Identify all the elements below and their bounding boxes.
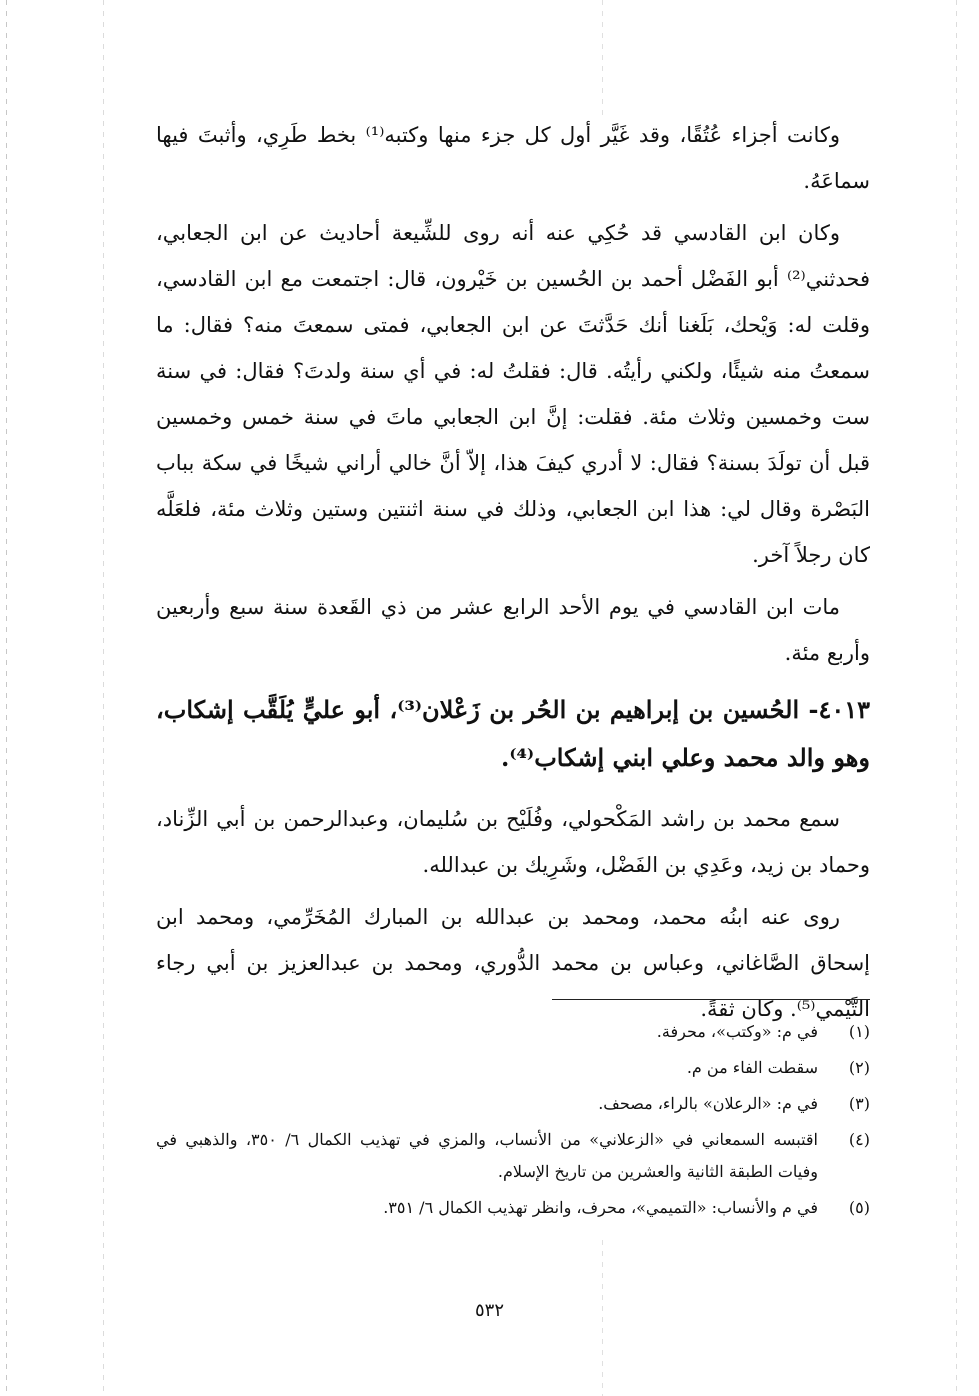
footnote-marker: (١) xyxy=(848,1022,870,1041)
main-text xyxy=(156,112,870,1038)
footnote-text: اقتبسه السمعاني في «الزعلاني» من الأنساب، والمزي في تهذيب الكمال ٦/ ٣٥٠، والذهبي في وفيات الطبقة الثانية والعشرين من تاريخ الإسلام. xyxy=(156,1130,818,1181)
footnote-marker: (٢) xyxy=(848,1058,870,1077)
entry-heading-text: - الحُسين بن إبراهيم بن الحُر بن زَعْلان⁽³⁾، أبو عليٍّ يُلَقَّب إشكاب، وهو والد محمد وعلي ابني إشكاب⁽⁴⁾. xyxy=(156,695,870,772)
footnote-marker: (٤) xyxy=(848,1130,870,1149)
body-paragraph: وكان ابن القادسي قد حُكِي عنه أنه روى للشِّيعة أحاديث عن ابن الجعابي، فحدثني⁽²⁾ أبو الفَضْل أحمد بن الحُسين بن خَيْرون، قال: اجتمعت مع ابن القادسي، وقلت له: وَيْحك، بَلَغنا أنك حَدَّثتَ عن ابن الجعابي، فمتى سمعتَ منه؟ فقال: ما سمعتُ منه شيئًا، ولكني رأيتُه. قال: فقلتُ له: في أي سنة ولدتَ؟ فقال: في سنة ست وخمسين وثلاث مئة. فقلت: إنَّ ابن الجعابي ماتَ في سنة خمس وخمسين قبل أن تولَدَ بسنة؟ فقال: لا أدري كيفَ هذا، إلاّ أنَّ خالي أراني شيخًا في سكة بباب البَصْرة وقال لي: هذا ابن الجعابي، وذلك في سنة اثنتين وستين وثلاث مئة، فلعَلَّه كان رجلاً آخر. xyxy=(156,221,870,567)
scan-fold-mark xyxy=(602,0,603,120)
footnote xyxy=(156,1088,870,1120)
scan-margin-mark xyxy=(956,0,957,1396)
footnote-text: سقطت الفاء من م. xyxy=(686,1058,818,1077)
footnotes xyxy=(156,1016,870,1228)
scan-margin-mark xyxy=(6,0,7,1396)
body-paragraph: مات ابن القادسي في يوم الأحد الرابع عشر من ذي القَعدة سنة سبع وأربعين وأربع مئة. xyxy=(156,595,870,665)
footnote-separator xyxy=(552,999,870,1000)
footnote xyxy=(156,1192,870,1224)
footnote-marker: (٥) xyxy=(848,1198,870,1217)
footnote xyxy=(156,1124,870,1188)
footnote xyxy=(156,1016,870,1048)
footnote-text: في م والأنساب: «التميمي»، محرف، وانظر تهذيب الكمال ٦/ ٣٥١. xyxy=(383,1198,818,1217)
footnote-text: في م: «وكتب»، محرفة. xyxy=(656,1022,818,1041)
entry-paragraph: سمع محمد بن راشد المَكْحولي، وفُلَيْح بن سُليمان، وعبدالرحمن بن أبي الزِّناد، وحماد بن زيد، وعَدِي بن الفَضْل، وشَرِيك بن عبدالله. xyxy=(156,807,870,877)
footnote xyxy=(156,1052,870,1084)
scan-margin-mark xyxy=(103,0,104,1396)
body-paragraph: وكانت أجزاء عُتُقًا، وقد غَيَّر أول كل جزء منها وكتبه⁽¹⁾ بخط طَرِي، وأثبتَ فيها سماعَهُ. xyxy=(156,123,870,193)
footnote-marker: (٣) xyxy=(848,1094,870,1113)
page-number: ٥٣٢ xyxy=(474,1300,504,1321)
footnote-text: في م: «الرعلان» بالراء، مصحف. xyxy=(598,1094,818,1113)
entry-paragraph: روى عنه ابنُه محمد، ومحمد بن عبدالله بن المبارك المُخَرِّمي، ومحمد ابن إسحاق الصَّاغاني، وعباس بن محمد الدُّوري، ومحمد بن عبدالعزيز بن أبي رجاء التَّيْمي⁽⁵⁾. وكان ثقةً. xyxy=(156,905,870,1021)
entry-heading xyxy=(156,686,870,782)
entry-number: ٤٠١٣ xyxy=(818,695,870,724)
